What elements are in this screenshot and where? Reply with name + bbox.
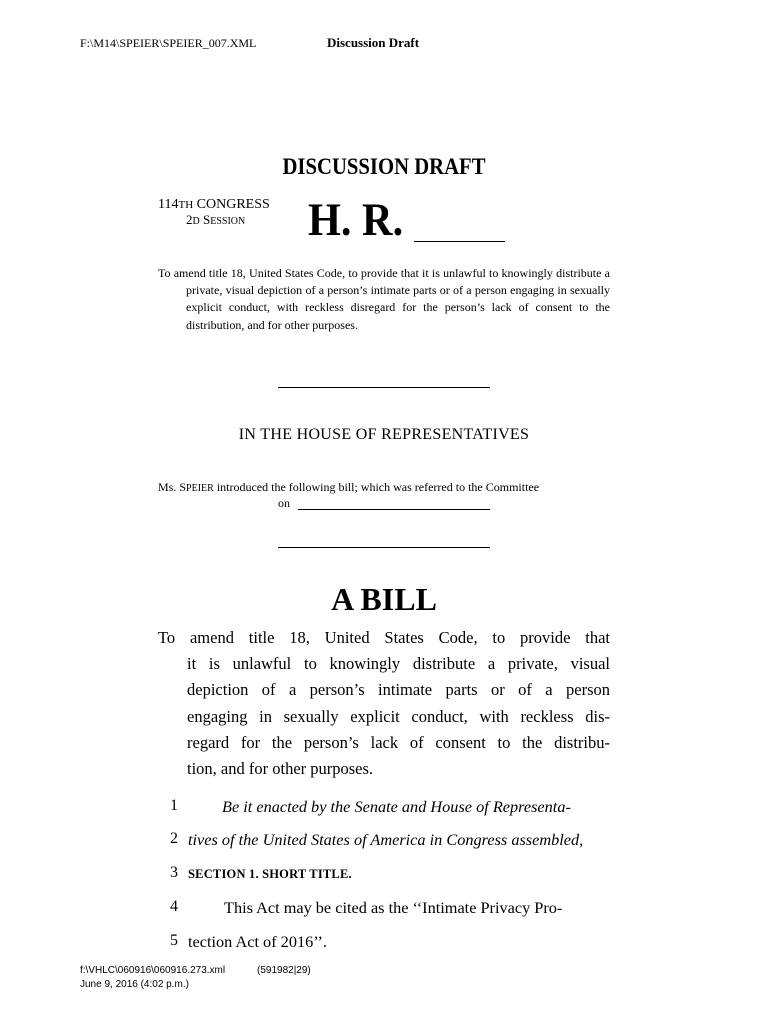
enacting-clause-line-1: Be it enacted by the Senate and House of Representa- <box>222 797 571 816</box>
divider-rule-1 <box>278 387 490 388</box>
section-heading: SECTION 1. SHORT TITLE. <box>188 867 352 881</box>
draft-label-header: Discussion Draft <box>327 35 420 50</box>
bill-number-blank <box>414 241 505 242</box>
line-number: 4 <box>170 898 178 915</box>
session-number-suffix: D <box>192 216 200 227</box>
house-heading: IN THE HOUSE OF REPRESENTATIVES <box>238 426 530 443</box>
committee-on-label: on <box>278 496 290 510</box>
long-purpose-line: To amend title 18, United States Code, to provide that <box>158 628 610 647</box>
short-title-line-1: This Act may be cited as the ‘‘Intimate Privacy Pro- <box>224 898 563 917</box>
congress-number-suffix: TH <box>178 199 194 211</box>
file-path-header: F:\M14\SPEIER\SPEIER_007.XML <box>80 36 257 50</box>
footer-date: June 9, 2016 (4:02 p.m.) <box>80 979 189 990</box>
divider-rule-2 <box>278 547 490 548</box>
document-title: DISCUSSION DRAFT <box>282 154 486 179</box>
line-number: 3 <box>170 864 178 881</box>
short-purpose: To amend title 18, United States Code, to provide that it is unlawful to knowingly distribute a private, visual depiction of a person’s intimate parts or of a person engaging in sexually explicit conduct, with reckless disregard for the person’s lack of consent to the distribution, and for other purposes. <box>158 266 610 332</box>
long-purpose <box>158 625 610 782</box>
line-number: 1 <box>170 797 178 814</box>
footer-code: (591982|29) <box>257 965 311 976</box>
session-label <box>186 212 245 228</box>
long-purpose-line: tion, and for other purposes. <box>187 759 374 779</box>
long-purpose-line: regard for the person’s lack of consent to the distribu- <box>187 732 610 752</box>
enacting-clause-line-2: tives of the United States of America in Congress assembled, <box>188 830 584 849</box>
long-purpose-line: it is unlawful to knowingly distribute a private, visual <box>187 654 610 674</box>
long-purpose-line: depiction of a person’s intimate parts or of a person <box>187 680 610 700</box>
long-purpose-line: engaging in sexually explicit conduct, with reckless dis- <box>187 706 610 726</box>
bill-number-prefix: H. R. <box>308 194 404 246</box>
congress-number: 114 <box>158 197 179 212</box>
line-number: 5 <box>170 932 178 949</box>
session-word: SESSION <box>202 212 246 227</box>
introduction-text: introduced the following bill; which was referred to the Committee <box>216 480 540 494</box>
footer-file-path: f:\VHLC\060916\060916.273.xml <box>80 965 226 976</box>
committee-blank <box>298 509 490 510</box>
sponsor-prefix: Ms. <box>158 480 177 494</box>
bill-heading: A BILL <box>331 581 437 617</box>
line-number: 2 <box>170 830 178 847</box>
session-number: 2 <box>186 212 193 227</box>
introduction-statement <box>158 479 610 498</box>
short-title-line-2: tection Act of 2016’’. <box>188 932 327 951</box>
sponsor-name: SPEIER <box>179 480 214 494</box>
congress-word: CONGRESS <box>196 197 270 212</box>
